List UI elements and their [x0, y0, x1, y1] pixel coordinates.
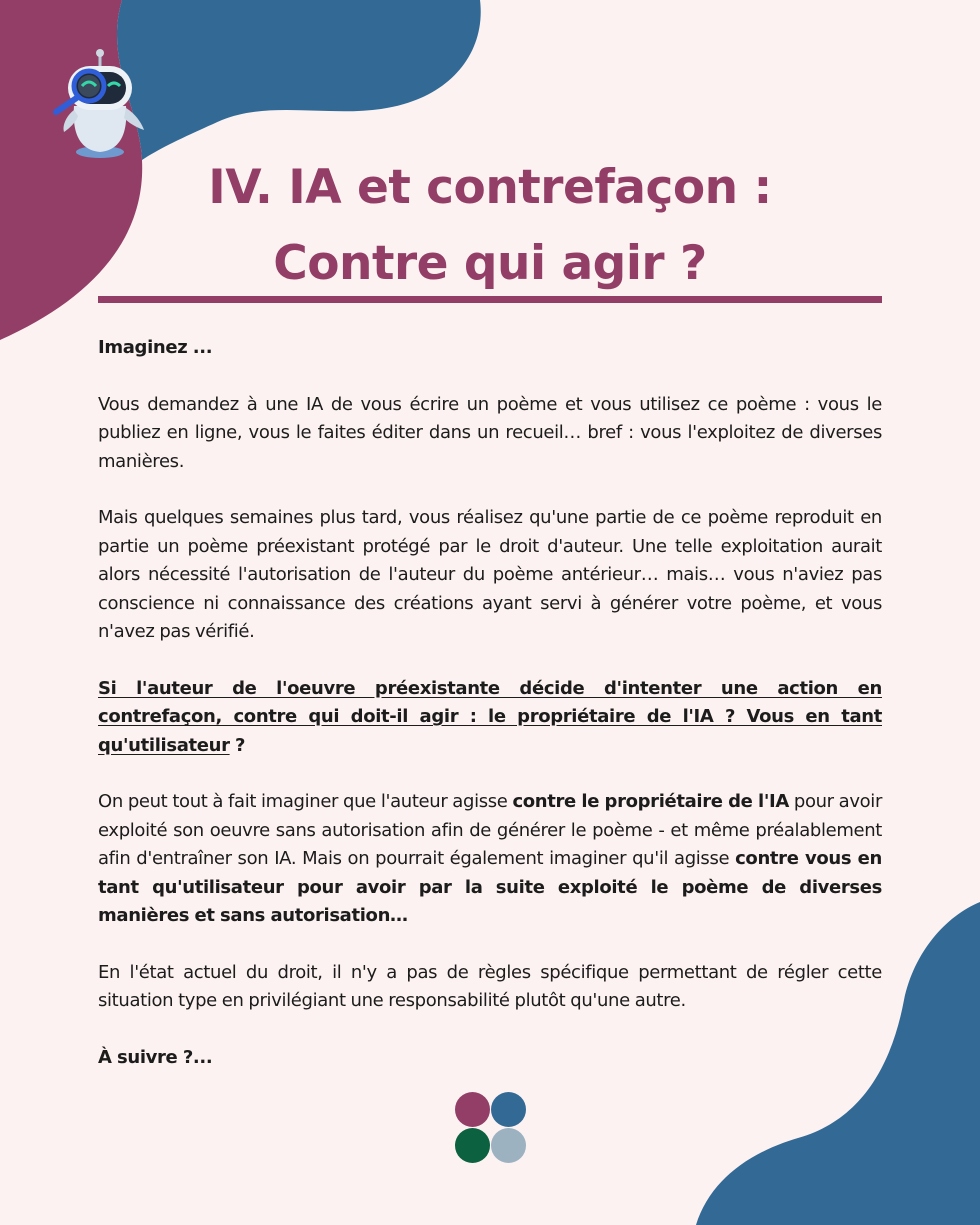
paragraph-3: On peut tout à fait imaginer que l'auteur agisse contre le propriétaire de l'IA pour avoir exploité son oeuvre sans autorisation afin de générer le poème - et même préalablement afin d'entraîner son IA. Mais on pourrait également imaginer qu'il agisse contre vous en tant qu'utilisateur pour avoir par la suite exploité le poème de diverses manières et sans autorisation… [98, 791, 883, 927]
question-paragraph: Si l'auteur de l'oeuvre préexistante décide d'intenter une action en contrefaçon, contre qui doit-il agir : le propriétaire de l'IA ? Vous en tant qu'utilisateur ? [98, 677, 882, 756]
title-line-2: Contre qui agir ? [273, 236, 707, 291]
green-dot [455, 1128, 490, 1163]
blue-dot [491, 1092, 526, 1127]
plum-dot [455, 1092, 490, 1127]
four-dots-logo-icon [455, 1092, 527, 1164]
page-title [0, 150, 980, 302]
paragraph-2: Mais quelques semaines plus tard, vous réalisez qu'une partie de ce poème reproduit en partie un poème préexistant protégé par le droit d'auteur. Une telle exploitation aurait alors nécessité l'autorisation de l'auteur du poème antérieur… mais… vous n'aviez pas conscience ni connaissance des créations ayant servi à générer votre poème, et vous n'avez pas vérifié. [98, 507, 882, 643]
closing-paragraph: À suivre ?... [98, 1047, 213, 1069]
intro-paragraph: Imaginez ... [98, 337, 213, 358]
paragraph-1: Vous demandez à une IA de vous écrire un poème et vous utilisez ce poème : vous le publiez en ligne, vous le faites éditer dans un recueil… bref : vous l'exploitez de diverses manières. [98, 393, 882, 472]
blue-blob-top [117, 0, 481, 160]
article-body [98, 334, 882, 1101]
grey-blue-dot [491, 1128, 526, 1163]
title-divider [98, 296, 882, 303]
robot-with-magnifying-glass-icon [44, 46, 152, 164]
question-underlined: Si l'auteur de l'oeuvre préexistante décide d'intenter une action en contrefaçon, contre qui doit-il agir : le propriétaire de l'IA ? Vous en tant qu'utilisateur [98, 677, 882, 756]
paragraph-4: En l'état actuel du droit, il n'y a pas de règles spécifique permettant de régler cette situation type en privilégiant une responsabilité plutôt qu'une autre. [98, 961, 882, 1012]
title-line-1: IV. IA et contrefaçon : [208, 160, 772, 215]
